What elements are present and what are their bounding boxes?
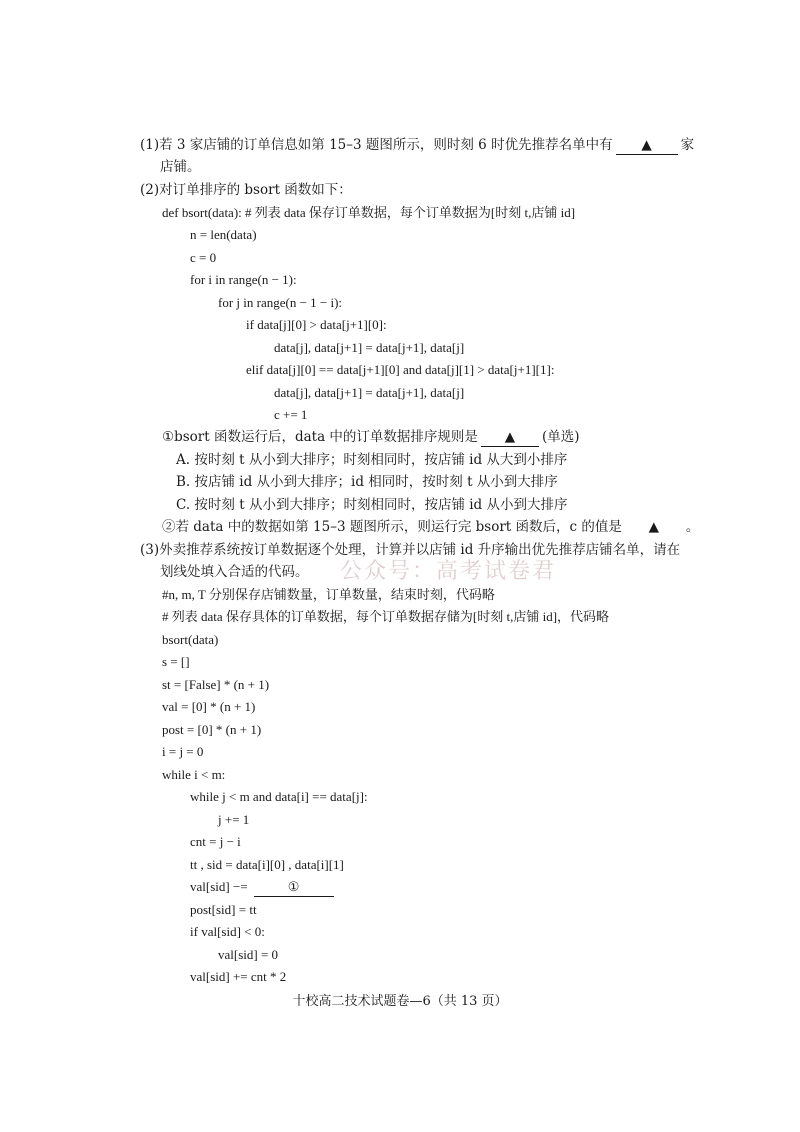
q3-code-blank-line: [190, 876, 337, 898]
q2-code-line: def bsort(data): # 列表 data 保存订单数据，每个订单数据为[时刻 t,店铺 id]: [162, 205, 576, 220]
q3-code-line: j += 1: [218, 812, 250, 827]
q2-sub2-end: 。: [685, 519, 700, 535]
q3-intro-1: (3)外卖推荐系统按订单数据逐个处理，计算并以店铺 id 升序输出优先推荐店铺名单，请在: [140, 542, 681, 558]
q2-code-line: for j in range(n − 1 − i):: [218, 295, 343, 310]
q2-sub1-answer-blank: ▲: [481, 428, 539, 447]
q3-code-line: val = [0] * (n + 1): [162, 699, 256, 714]
q3-code-line: while j < m and data[i] == data[j]:: [190, 789, 368, 804]
q2-sub2-text: ②若 data 中的数据如第 15–3 题图所示，则运行完 bsort 函数后，c 的值是: [162, 519, 622, 535]
q2-code-line: c += 1: [274, 407, 308, 422]
q3-code-line: s = []: [162, 654, 190, 669]
q2-code-line: data[j], data[j+1] = data[j+1], data[j]: [274, 340, 465, 355]
q2-code-line: n = len(data): [190, 227, 257, 242]
q3-code-line: val[sid] = 0: [218, 947, 279, 962]
q1-line1: [140, 134, 694, 156]
q3-code-line: st = [False] * (n + 1): [162, 677, 270, 692]
q3-code-line: i = j = 0: [162, 744, 204, 759]
q2-option-c: C. 按时刻 t 从小到大排序；时刻相同时，按店铺 id 从小到大排序: [176, 497, 568, 513]
q2-option-b: B. 按店铺 id 从小到大排序；id 相同时，按时刻 t 从小到大排序: [176, 474, 558, 490]
q1-line2: 店铺。: [160, 159, 201, 175]
q2-sub1-text: ①bsort 函数运行后，data 中的订单数据排序规则是: [162, 429, 478, 445]
q2-sub2: [162, 516, 699, 538]
q2-code-line: c = 0: [190, 250, 217, 265]
q3-code-line: post = [0] * (n + 1): [162, 722, 262, 737]
q1-text-a: (1)若 3 家店铺的订单信息如第 15–3 题图所示，则时刻 6 时优先推荐名单中有: [140, 137, 613, 153]
q3-code-line: bsort(data): [162, 632, 219, 647]
q2-option-a: A. 按时刻 t 从小到大排序；时刻相同时，按店铺 id 从大到小排序: [176, 452, 568, 468]
q2-code-line: data[j], data[j+1] = data[j+1], data[j]: [274, 385, 465, 400]
q2-sub1-type: (单选): [541, 429, 580, 445]
q3-code-line: #n, m, T 分别保存店铺数量，订单数量，结束时刻，代码略: [162, 587, 495, 602]
q2-code-line: elif data[j][0] == data[j+1][0] and data[j][1] > data[j+1][1]:: [246, 362, 555, 377]
q3-code-line: tt , sid = data[i][0] , data[i][1]: [190, 857, 344, 872]
q3-intro-2: 划线处填入合适的代码。: [160, 564, 309, 580]
q3-code-line: val[sid] += cnt * 2: [190, 969, 287, 984]
watermark: 公众号：高考试卷君: [340, 559, 557, 584]
q3-code-line: cnt = j − i: [190, 834, 241, 849]
q2-sub2-answer-blank: ▲: [625, 518, 683, 537]
q3-code-line: # 列表 data 保存具体的订单数据，每个订单数据存储为[时刻 t,店铺 id]，代码略: [162, 609, 610, 624]
q1-text-b: 家: [680, 137, 695, 153]
q3-code-line: while i < m:: [162, 767, 226, 782]
q3-code-line: if val[sid] < 0:: [190, 924, 265, 939]
page-footer: 十校高二技术试题卷—6（共 13 页）: [292, 994, 508, 1009]
q2-code-line: for i in range(n − 1):: [190, 272, 297, 287]
q2-sub1: [162, 426, 579, 448]
q3-code-line: val[sid] −=: [190, 879, 248, 894]
q3-fill-blank-1: ①: [254, 878, 334, 897]
q3-code-line: post[sid] = tt: [190, 902, 257, 917]
q2-code-line: if data[j][0] > data[j+1][0]:: [246, 317, 387, 332]
q1-answer-blank: ▲: [616, 136, 678, 155]
q2-intro: (2)对订单排序的 bsort 函数如下：: [140, 182, 352, 198]
